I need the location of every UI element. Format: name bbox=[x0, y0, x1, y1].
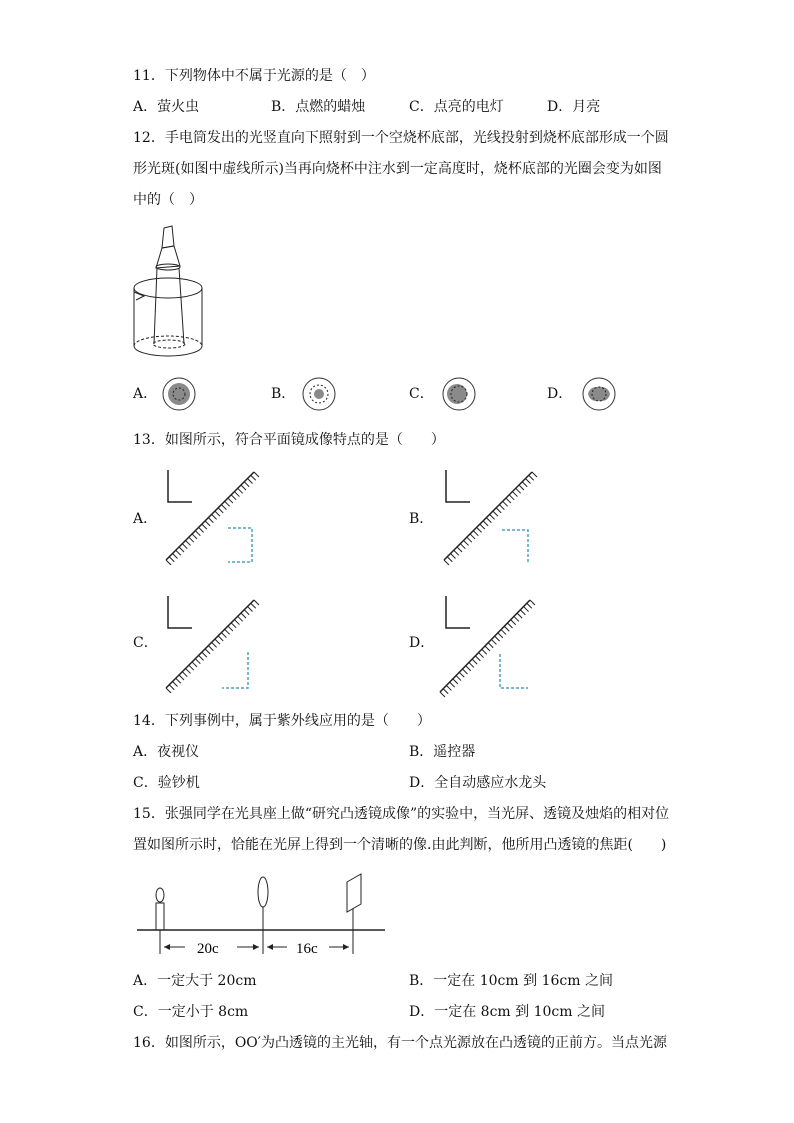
q12-option-c-spot-image bbox=[442, 377, 476, 411]
q16-stem: 16．如图所示，OO′为凸透镜的主光轴，有一个点光源放在凸透镜的正前方。当点光源 bbox=[133, 1035, 667, 1051]
fig-distance-label-1: 20c bbox=[197, 941, 219, 957]
q13-option-c-label: C． bbox=[133, 635, 158, 651]
q13-option-b-label: B． bbox=[409, 511, 434, 527]
q15-stem-line1: 15．张强同学在光具座上做“研究凸透镜成像”的实验中，当光屏、透镜及烛焰的相对位 bbox=[133, 806, 670, 822]
q12-option-c-label: C． bbox=[409, 386, 434, 402]
plane-mirror bbox=[166, 472, 259, 565]
q11-option-a: A．萤火虫 bbox=[133, 99, 200, 115]
plane-mirror bbox=[166, 600, 259, 693]
optical-bench-figure bbox=[133, 872, 389, 964]
q13-option-d-mirror-diagram bbox=[436, 588, 546, 700]
q13-option-d-label: D． bbox=[409, 635, 435, 651]
q12-option-d-spot-image bbox=[582, 377, 616, 411]
q12-stem-line2: 形光斑(如图中虚线所示)当再向烧杯中注水到一定高度时，烧杯底部的光圈会变为如图 bbox=[133, 161, 662, 177]
q12-option-d-label: D． bbox=[547, 386, 573, 402]
q13-option-a-label: A． bbox=[133, 511, 158, 527]
q12-option-a-label: A． bbox=[133, 386, 158, 402]
q15-option-a: A．一定大于 20cm bbox=[133, 973, 257, 989]
q13-option-b-mirror-diagram bbox=[436, 462, 546, 574]
q15-option-c: C．一定小于 8cm bbox=[133, 1004, 249, 1020]
q15-stem-line2: 置如图所示时，恰能在光屏上得到一个清晰的像.由此判断，他所用凸透镜的焦距( ) bbox=[133, 837, 667, 853]
q12-stem-line1: 12．手电筒发出的光竖直向下照射到一个空烧杯底部，光线投射到烧杯底部形成一个圆 bbox=[133, 130, 669, 146]
q12-option-b-spot-image bbox=[302, 377, 336, 411]
q11-stem: 11．下列物体中不属于光源的是（ ） bbox=[133, 68, 375, 84]
q11-option-c: C．点亮的电灯 bbox=[409, 99, 504, 115]
q13-option-a-mirror-diagram bbox=[158, 462, 268, 574]
q13-stem: 13．如图所示，符合平面镜成像特点的是（ ） bbox=[133, 432, 445, 448]
q14-option-d: D．全自动感应水龙头 bbox=[409, 775, 547, 791]
plane-mirror bbox=[444, 472, 537, 565]
q12-option-a-spot-image bbox=[162, 377, 196, 411]
q14-option-a: A．夜视仪 bbox=[133, 744, 200, 760]
q15-option-d: D．一定在 8cm 到 10cm 之间 bbox=[409, 1004, 605, 1020]
plane-mirror bbox=[440, 600, 535, 697]
q12-option-b-label: B． bbox=[271, 386, 296, 402]
flashlight-beaker-figure bbox=[128, 222, 218, 362]
fig-distance-label-2: 16c bbox=[296, 941, 318, 957]
q15-option-b: B．一定在 10cm 到 16cm 之间 bbox=[409, 973, 613, 989]
q14-option-b: B．遥控器 bbox=[409, 744, 476, 760]
q12-stem-line3: 中的（ ） bbox=[133, 192, 203, 208]
q14-stem: 14．下列事例中，属于紫外线应用的是（ ） bbox=[133, 713, 431, 729]
q13-option-c-mirror-diagram bbox=[158, 588, 268, 700]
q11-option-b: B．点燃的蜡烛 bbox=[271, 99, 366, 115]
q11-option-d: D．月亮 bbox=[547, 99, 601, 115]
q14-option-c: C．验钞机 bbox=[133, 775, 200, 791]
